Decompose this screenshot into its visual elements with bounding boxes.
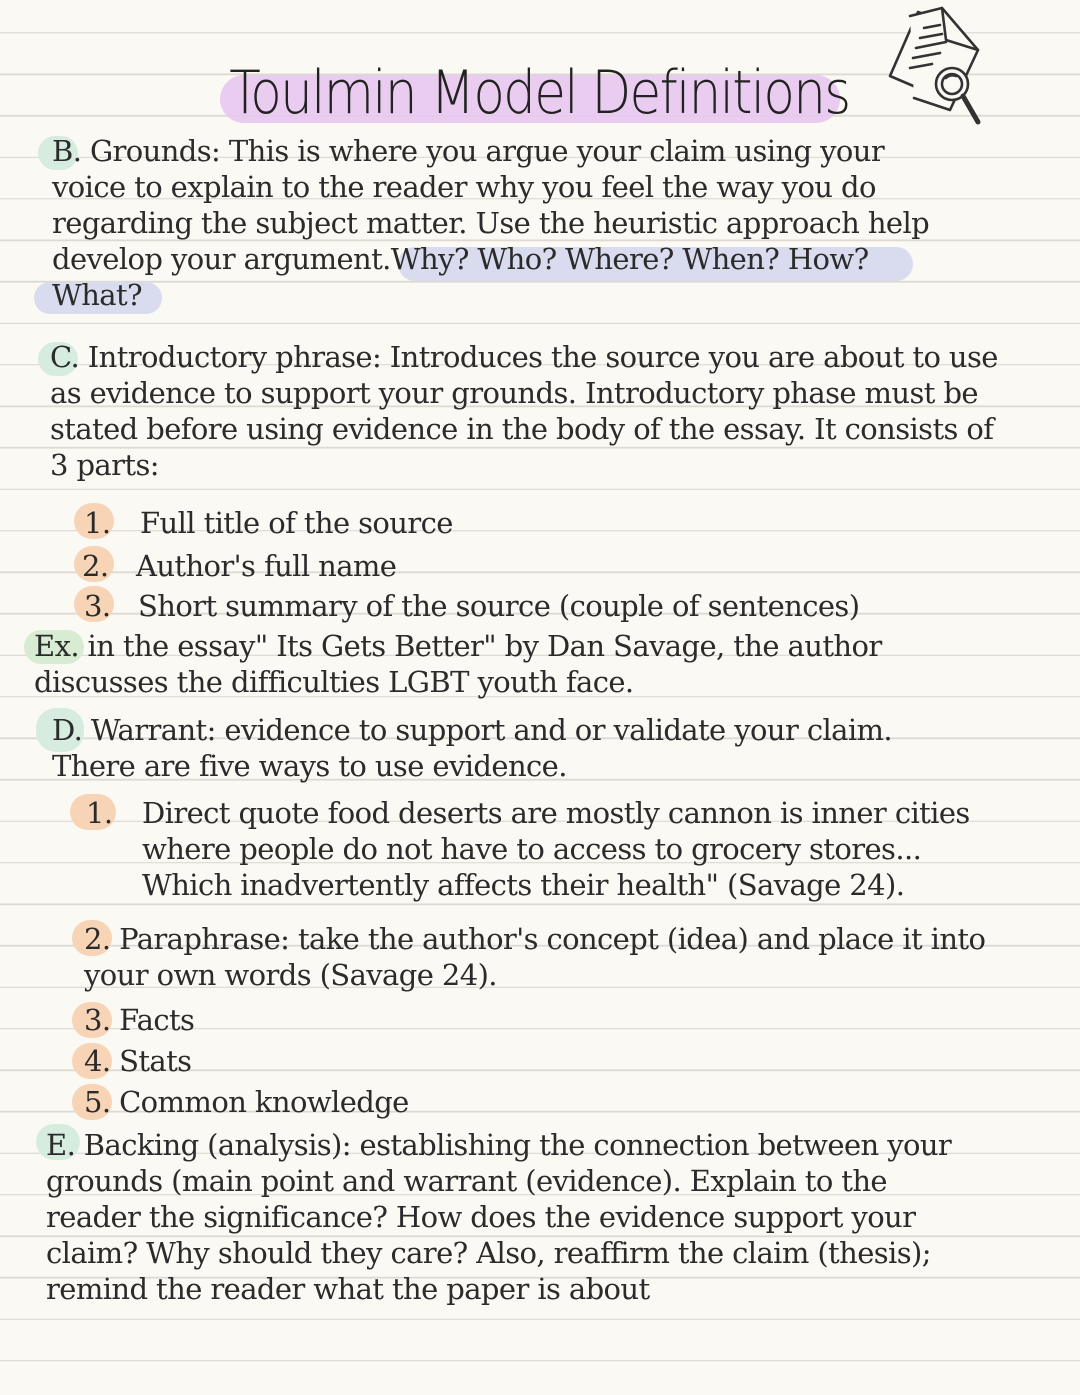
part-number: 2. (82, 549, 109, 583)
warrant-line: D. Warrant: evidence to support and or validate your claim. (52, 713, 893, 747)
evidence-item: 5. Common knowledge (84, 1085, 409, 1119)
warrant-line: There are five ways to use evidence. (52, 749, 567, 783)
evidence-item: 4. Stats (84, 1044, 192, 1078)
intro-line: as evidence to support your grounds. Introductory phase must be (50, 376, 978, 410)
backing-line: remind the reader what the paper is about (46, 1272, 650, 1306)
backing-line: claim? Why should they care? Also, reaffirm the claim (thesis); (46, 1236, 931, 1270)
backing-line: reader the significance? How does the evidence support your (46, 1200, 916, 1234)
example-line: discusses the difficulties LGBT youth face. (34, 665, 634, 699)
part-number: 1. (84, 506, 111, 540)
page-title: Toulmin Model Definitions (229, 58, 850, 128)
intro-line: stated before using evidence in the body of the essay. It consists of (50, 412, 994, 446)
part-text: Full title of the source (140, 506, 453, 540)
paraphrase-line: 2. Paraphrase: take the author's concept (idea) and place it into (84, 922, 986, 956)
intro-line: 3 parts: (50, 448, 159, 482)
quote-number: 1. (86, 796, 113, 830)
backing-line: E. Backing (analysis): establishing the connection between your (46, 1128, 952, 1162)
intro-line: C. Introductory phrase: Introduces the source you are about to use (50, 340, 998, 374)
example-line: Ex. in the essay" Its Gets Better" by Dan Savage, the author (34, 629, 882, 663)
grounds-line: regarding the subject matter. Use the heuristic approach help (52, 206, 930, 240)
grounds-line: B. Grounds: This is where you argue your claim using your (52, 134, 885, 168)
document-magnifier-icon (880, 6, 990, 130)
backing-line: grounds (main point and warrant (evidence). Explain to the (46, 1164, 887, 1198)
quote-line: where people do not have to access to grocery stores... (142, 832, 922, 866)
part-text: Author's full name (136, 549, 397, 583)
grounds-line: develop your argument.Why? Who? Where? When? How? (52, 242, 869, 276)
grounds-line: What? (52, 278, 142, 312)
part-text: Short summary of the source (couple of sentences) (138, 589, 860, 623)
quote-line: Direct quote food deserts are mostly cannon is inner cities (142, 796, 970, 830)
paraphrase-line: your own words (Savage 24). (84, 958, 497, 992)
grounds-line: voice to explain to the reader why you feel the way you do (52, 170, 876, 204)
part-number: 3. (84, 589, 111, 623)
quote-line: Which inadvertently affects their health" (Savage 24). (142, 868, 905, 902)
evidence-item: 3. Facts (84, 1003, 195, 1037)
